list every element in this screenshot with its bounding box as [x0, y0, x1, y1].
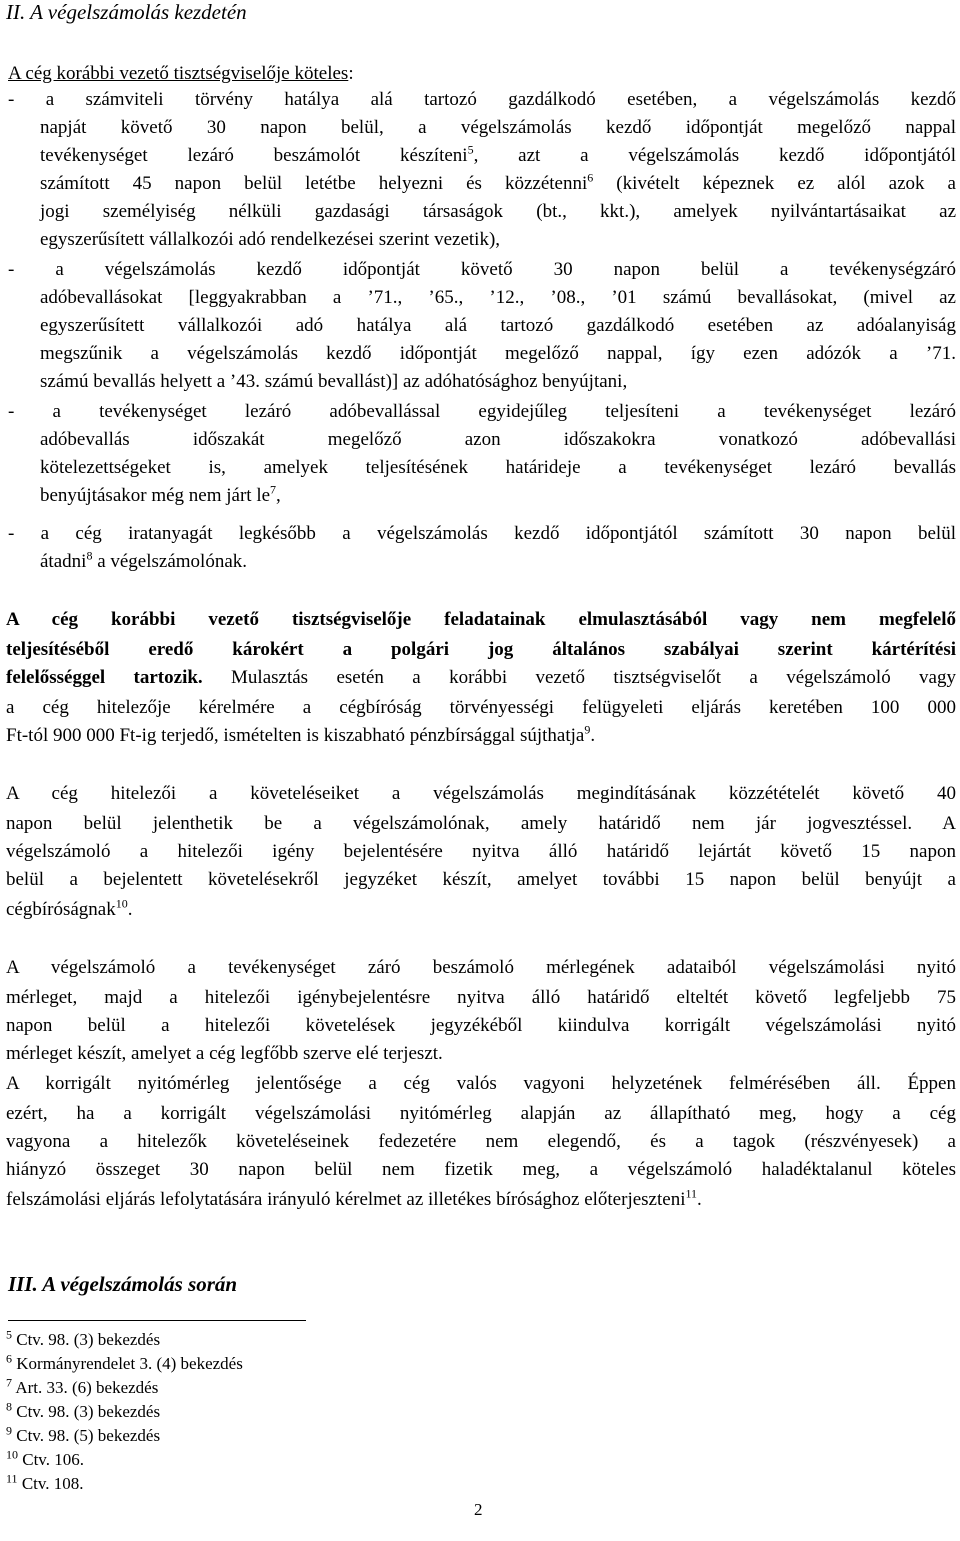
section1-title: A cég korábbi vezető tisztségviselője köteles: [8, 63, 349, 84]
footnote: [6, 1472, 84, 1496]
text-line: ezért, ha a korrigált végelszámolási nyitómérleg alapján az állapítható meg, hogy a cég: [6, 1103, 956, 1124]
text-fragment: cégbíróságnak: [6, 899, 116, 920]
text-line: adóbevallásokat [leggyakrabban a ’71., ’65., ’12., ’08., ’01 számú bevallásokat, (mivel az: [40, 287, 956, 308]
footnote-ref: 8: [86, 548, 93, 563]
text-line: napon belül a hitelezői követelések jegyzékéből kiindulva korrigált végelszámolási nyitó: [6, 1015, 956, 1036]
footnote-ref: 7: [270, 482, 277, 497]
text-line: belül a bejelentett követelésekről jegyzéket készít, amelyet további 15 napon belül benyújt a: [6, 869, 956, 890]
text-line: megszűnik a végelszámolás kezdő időpontját megelőző nappal, így ezen adózók a ’71.: [40, 343, 956, 364]
text-fragment: tevékenységet lezáró beszámolót készíteni: [40, 145, 468, 166]
text-line: A cég korábbi vezető tisztségviselője feladatainak elmulasztásából vagy nem megfelelő: [6, 609, 956, 630]
footnote: [6, 1448, 84, 1472]
footnote-text: Ctv. 108.: [21, 1474, 84, 1493]
footnote-number: 11: [6, 1471, 18, 1486]
text-line: [40, 550, 247, 574]
text-fragment: .: [127, 899, 133, 920]
footnote: [6, 1328, 160, 1352]
footnote-number: 5: [6, 1327, 12, 1342]
text-line: [40, 484, 281, 508]
text-line: napját követő 30 napon belül, a végelszámolás kezdő időpontját megelőző nappal: [40, 117, 956, 138]
footnote-number: 9: [6, 1423, 12, 1438]
text-fragment: a végelszámolónak.: [92, 551, 248, 572]
footnote-number: 10: [6, 1447, 18, 1462]
footnote-text: Ctv. 98. (3) bekezdés: [16, 1402, 161, 1421]
page-number: 2: [474, 1500, 483, 1519]
footnote-number: 8: [6, 1399, 12, 1414]
footnote-separator: [8, 1320, 306, 1321]
footnote-ref: 5: [467, 142, 474, 157]
footnote-ref: 11: [685, 1186, 698, 1201]
text-fragment: .: [697, 1189, 702, 1210]
text-line: napon belül jelenthetik be a végelszámolónak, amely határidő nem jár jogvesztéssel. A: [6, 813, 956, 834]
text-fragment: , azt a végelszámolás kezdő időpontjától: [473, 145, 956, 166]
footnote-ref: 10: [115, 896, 128, 911]
text-line: kötelezettségeket is, amelyek teljesítésének határideje a tevékenységet lezáró bevallás: [40, 457, 956, 478]
footnote: [6, 1400, 160, 1424]
text-line: hiányzó összeget 30 napon belül nem fizetik meg, a végelszámoló haladéktalanul köteles: [6, 1159, 956, 1180]
text-line: - a cég iratanyagát legkésőbb a végelszámolás kezdő időpontjától számított 30 napon belül: [8, 523, 956, 544]
text-line: A végelszámoló a tevékenységet záró beszámoló mérlegének adataiból végelszámolási nyitó: [6, 957, 956, 978]
footnote-text: Ctv. 98. (5) bekezdés: [16, 1426, 161, 1445]
text-line: [40, 172, 956, 196]
text-fragment: Mulasztás esetén a korábbi vezető tisztségviselőt a végelszámoló vagy: [202, 667, 956, 688]
footnote: [6, 1376, 158, 1400]
section1-colon: :: [348, 63, 354, 84]
heading-section-iii: III. A végelszámolás során: [8, 1272, 238, 1296]
footnote: [6, 1424, 160, 1448]
text-line: [6, 724, 595, 748]
text-fragment: felelősséggel tartozik.: [6, 667, 203, 688]
footnote-text: Art. 33. (6) bekezdés: [15, 1378, 159, 1397]
text-line: [40, 144, 956, 168]
footnote-text: Ctv. 106.: [22, 1450, 84, 1469]
text-line: [6, 898, 132, 922]
text-line: mérleget, majd a hitelezői igénybejelentésre nyitva álló határidő elteltét követő legfeljebb 75: [6, 987, 956, 1008]
heading-section-ii: II. A végelszámolás kezdetén: [6, 0, 247, 24]
text-line: [6, 666, 956, 690]
text-line: számú bevallás helyett a ’43. számú bevallást)] az adóhatósághoz benyújtani,: [40, 371, 628, 392]
text-fragment: ,: [276, 485, 281, 506]
text-fragment: felszámolási eljárás lefolytatására irányuló kérelmet az illetékes bírósághoz előterjeszteni: [6, 1189, 686, 1210]
text-line: - a végelszámolás kezdő időpontját követő 30 napon belül a tevékenységzáró: [8, 259, 956, 280]
footnote-text: Kormányrendelet 3. (4) bekezdés: [16, 1354, 243, 1373]
footnote-ref: 6: [587, 170, 594, 185]
footnote-ref: 9: [584, 722, 591, 737]
footnote-number: 6: [6, 1351, 12, 1366]
text-fragment: Ft-tól 900 000 Ft-ig terjedő, ismételten is kiszabható pénzbírsággal sújthatja: [6, 725, 585, 746]
text-line: mérleget készít, amelyet a cég legfőbb szerve elé terjeszt.: [6, 1043, 443, 1064]
text-line: A cég hitelezői a követeléseiket a végelszámolás megindításának közzétételét követő 40: [6, 783, 956, 804]
text-fragment: .: [590, 725, 596, 746]
text-line: teljesítéséből eredő károkért a polgári jog általános szabályai szerint kártérítési: [6, 639, 956, 660]
text-line: egyszerűsített vállalkozói adó hatálya alá tartozó gazdálkodó esetében az adóalanyiság: [40, 315, 956, 336]
text-line: vagyona a hitelezők követeléseinek fedezetére nem elegendő, és a tagok (részvényesek) a: [6, 1131, 956, 1152]
text-fragment: benyújtásakor még nem járt le: [40, 485, 271, 506]
text-fragment: (kivételt képeznek ez alól azok a: [593, 173, 956, 194]
footnote-number: 7: [6, 1375, 12, 1390]
footnote-text: Ctv. 98. (3) bekezdés: [16, 1330, 161, 1349]
text-line: - a tevékenységet lezáró adóbevallással egyidejűleg teljesíteni a tevékenységet lezáró: [8, 401, 956, 422]
text-fragment: számított 45 napon belül letétbe helyezni és közzétenni: [40, 173, 588, 194]
text-line: jogi személyiség nélküli gazdasági társaságok (bt., kkt.), amelyek nyilvántartásaikat az: [40, 201, 956, 222]
text-line: végelszámoló a hitelezői igény bejelentésére nyitva álló határidő lejártát követő 15 napon: [6, 841, 956, 862]
text-fragment: átadni: [40, 551, 87, 572]
text-line: adóbevallás időszakát megelőző azon időszakokra vonatkozó adóbevallási: [40, 429, 956, 450]
text-line: A korrigált nyitómérleg jelentősége a cég valós vagyoni helyzetének felmérésében áll. Éppen: [6, 1073, 956, 1094]
text-line: - a számviteli törvény hatálya alá tartozó gazdálkodó esetében, a végelszámolás kezdő: [8, 89, 956, 110]
text-line: [6, 1188, 702, 1212]
text-line: a cég hitelezője kérelmére a cégbíróság törvényességi felügyeleti eljárás keretében 100 000: [6, 697, 956, 718]
footnote: [6, 1352, 243, 1376]
text-line: egyszerűsített vállalkozói adó rendelkezései szerint vezetik),: [40, 229, 501, 250]
section1-heading: [8, 62, 354, 86]
